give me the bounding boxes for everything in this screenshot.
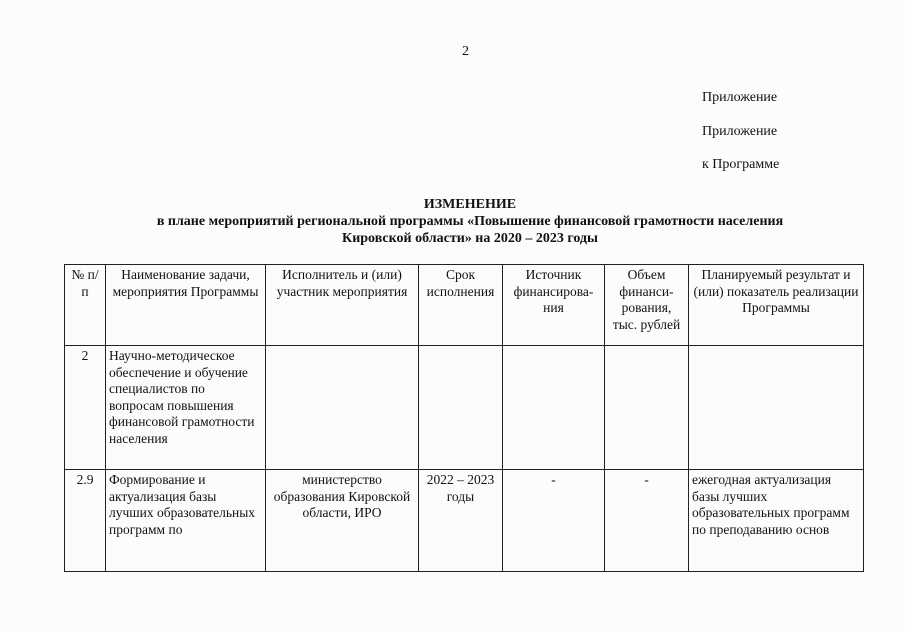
row-number: 2 [65, 346, 106, 470]
header-task-name: Наименование задачи, мероприятия Программы [106, 265, 266, 346]
plan-table [64, 264, 864, 572]
row-funding-volume: - [605, 470, 689, 572]
row-term: 2022 – 2023 годы [419, 470, 503, 572]
title-line-2: в плане мероприятий региональной программы «Повышение финансовой грамотности населения [156, 214, 784, 229]
table-row [65, 346, 864, 470]
header-funding-volume: Объем финанси-рования, тыс. рублей [605, 265, 689, 346]
row-executor [266, 346, 419, 470]
appendix-label-repeat: Приложение [702, 124, 778, 139]
header-executor: Исполнитель и (или) участник мероприятия [266, 265, 419, 346]
table-header-row [65, 265, 864, 346]
row-number: 2.9 [65, 470, 106, 572]
row-funding-source [503, 346, 605, 470]
row-planned-result [689, 346, 864, 470]
title-line-3: Кировской области» на 2020 – 2023 годы [342, 231, 598, 246]
row-funding-volume [605, 346, 689, 470]
header-planned-result: Планируемый результат и (или) показатель реализации Программы [689, 265, 864, 346]
row-term [419, 346, 503, 470]
row-task-name: Научно-методическое обеспечение и обучение специалистов по вопросам повышения финансовой грамотности населения [106, 346, 266, 470]
title-heading: ИЗМЕНЕНИЕ [423, 197, 517, 212]
header-funding-source: Источник финансирова-ния [503, 265, 605, 346]
table-row [65, 470, 864, 572]
appendix-label: Приложение [702, 90, 778, 105]
row-task-name: Формирование и актуализация базы лучших образовательных программ по [106, 470, 266, 572]
header-term: Срок исполнения [419, 265, 503, 346]
row-planned-result: ежегодная актуализация базы лучших образовательных программ по преподаванию основ [689, 470, 864, 572]
row-executor: министерство образования Кировской области, ИРО [266, 470, 419, 572]
header-number: № п/п [65, 265, 106, 346]
appendix-program-ref: к Программе [702, 157, 780, 172]
document-title [60, 196, 880, 247]
row-funding-source: - [503, 470, 605, 572]
page-number: 2 [462, 44, 469, 59]
